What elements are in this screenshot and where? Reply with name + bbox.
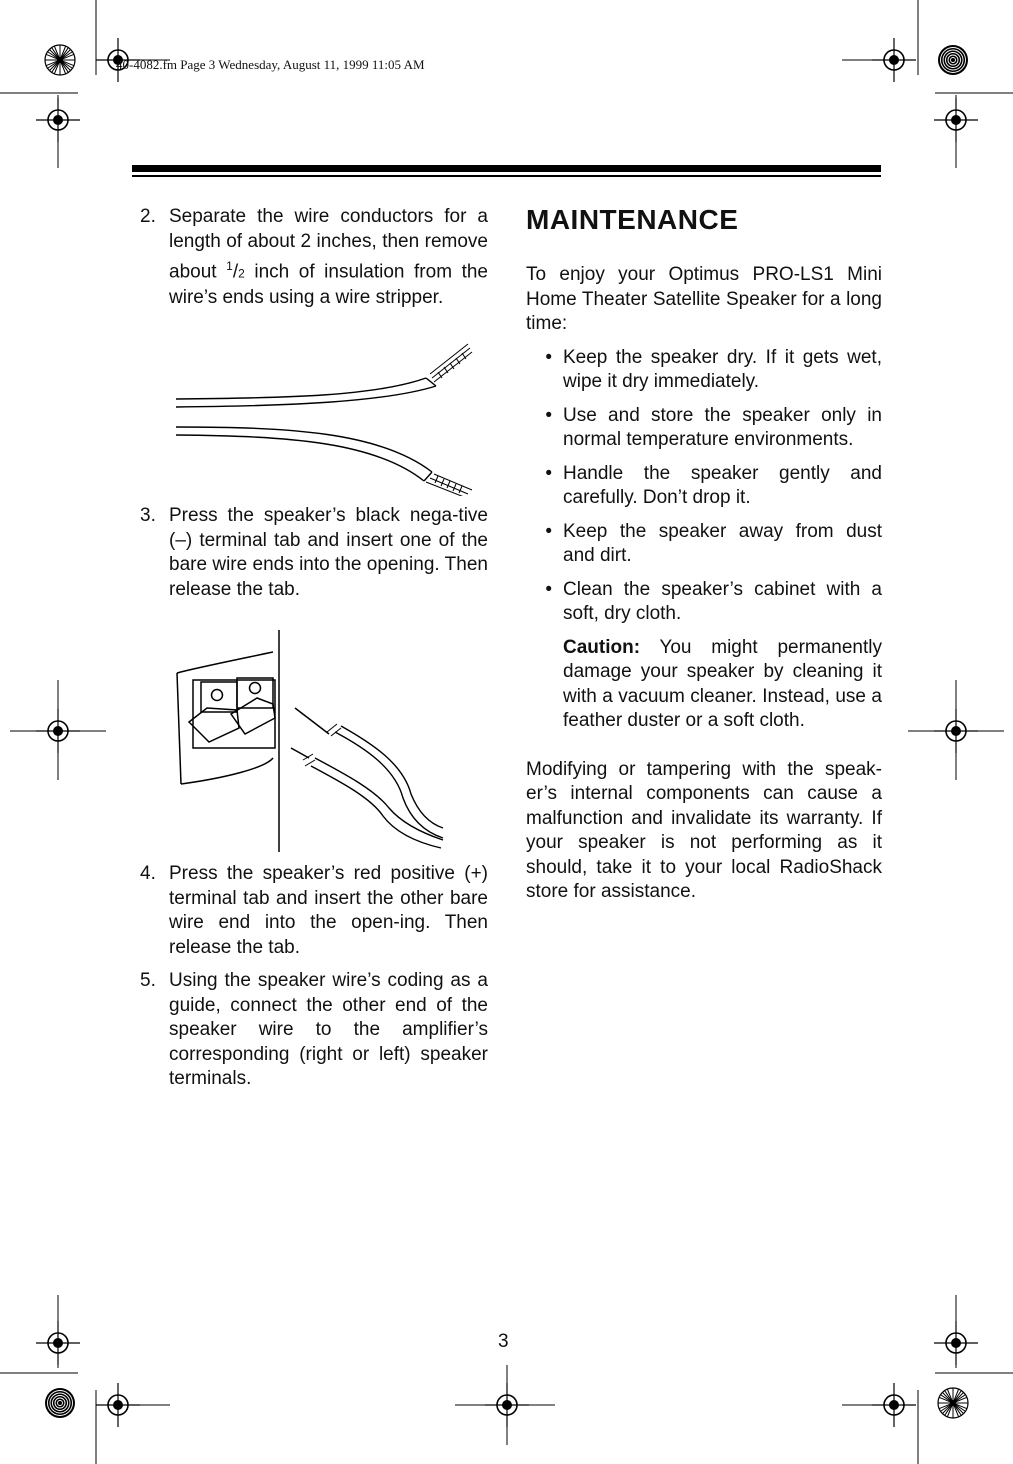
section-heading: MAINTENANCE: [526, 204, 739, 235]
header-rule: [132, 165, 881, 172]
step-number: 5.: [140, 970, 156, 992]
step-4: [140, 862, 488, 960]
fraction-denominator: 2: [238, 266, 245, 281]
bullet-dot: •: [545, 462, 552, 484]
step-number: 3.: [140, 505, 156, 527]
bullet-dot: •: [545, 578, 552, 600]
list-item: [526, 346, 882, 395]
list-item: [526, 520, 882, 569]
caution-text: You might permanently damage your speaker by cleaning it with a vacuum cleaner. Instead, use a feather duster or a soft cloth.: [563, 636, 882, 731]
header-rule-thin: [132, 175, 881, 177]
list-item-text: Keep the speaker dry. If it gets wet, wipe it dry immediately.: [563, 346, 882, 392]
list-item-text: Handle the speaker gently and carefully. Don’t drop it.: [563, 462, 882, 508]
caution-note: [563, 636, 882, 734]
bullet-dot: •: [545, 404, 552, 426]
step-number: 2.: [140, 206, 156, 227]
bullet-dot: •: [545, 520, 552, 542]
wire-figure: [170, 336, 480, 496]
step-2: [140, 205, 488, 310]
list-item: [526, 404, 882, 453]
right-column: [526, 205, 882, 924]
closing-paragraph: Modifying or tampering with the speak-er’s internal components can cause a malfunction and invalidate its warranty. If your speaker is not performing as it should, take it to your local RadioShack store for assistance.: [526, 758, 882, 902]
list-item: [526, 578, 882, 627]
file-slug: 40-4082.fm Page 3 Wednesday, August 11, 1999 11:05 AM: [116, 57, 425, 72]
step-text: Press the speaker’s red positive (+) terminal tab and insert the other bare wire end into the open-ing. Then release the tab.: [169, 863, 488, 958]
step-text: Separate the wire conductors for a length of about 2 inches, then remove about $^1$/2 inch of insulation from the wire’s ends using a wire stripper.: [169, 206, 488, 308]
step-text: Using the speaker wire’s coding as a guide, connect the other end of the speaker wire to the amplifier’s corresponding (right or left) speaker terminals.: [169, 970, 488, 1090]
bullet-dot: •: [545, 346, 552, 368]
step-number: 4.: [140, 863, 156, 885]
fraction-numerator: 1: [226, 259, 233, 273]
step-5: [140, 969, 488, 1092]
intro-paragraph: To enjoy your Optimus PRO-LS1 Mini Home Theater Satellite Speaker for a long time:: [526, 264, 882, 334]
list-item: [526, 462, 882, 511]
step-3: [140, 504, 488, 602]
step-text: Press the speaker’s black nega-tive (–) terminal tab and insert one of the bare wire ends into the opening. Then release the tab.: [169, 505, 488, 600]
list-item-text: Use and store the speaker only in normal temperature environments.: [563, 404, 882, 450]
page-number: 3: [498, 1331, 509, 1352]
list-item-text: Clean the speaker’s cabinet with a soft, dry cloth.: [563, 578, 882, 624]
caution-label: Caution:: [563, 636, 641, 658]
terminal-figure: [175, 628, 445, 852]
list-item-text: Keep the speaker away from dust and dirt.: [563, 520, 882, 566]
